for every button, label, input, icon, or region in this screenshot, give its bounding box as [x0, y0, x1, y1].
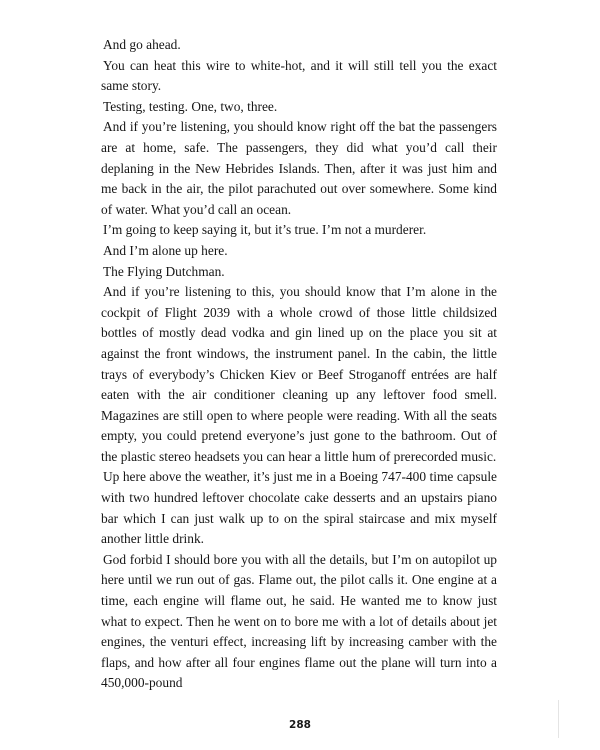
- paragraph-3: [101, 97, 497, 118]
- paragraph-4-text: And if you’re listening, you should know right off the bat the passengers are at home, safe. The passengers, they did what you’d call their deplaning in the New Hebrides Islands. Then, after it was just him and me back in the air, the pilot parachuted out over somewhere. Some kind of water. What you’d call an ocean.: [101, 119, 497, 217]
- page-edge-shadow: [558, 700, 559, 738]
- paragraph-8: [101, 282, 497, 467]
- paragraph-10: [101, 550, 497, 694]
- paragraph-6: [101, 241, 497, 262]
- paragraph-9: [101, 467, 497, 549]
- paragraph-4: [101, 117, 497, 220]
- paragraph-8-text: And if you’re listening to this, you should know that I’m alone in the cockpit of Flight 2039 with a whole crowd of those little childsized bottles of mostly dead vodka and gin lined up on the place you sit at against the front windows, the instrument panel. In the cabin, the little trays of everybody’s Chicken Kiev or Beef Stroganoff entrées are half eaten with the air conditioner cleaning up any leftover food smell. Magazines are still open to where people were reading. With all the seats empty, you could pretend everyone’s just gone to the bathroom. Out of the plastic stereo headsets you can hear a little hum of prerecorded music.: [101, 284, 497, 464]
- paragraph-1: [101, 35, 497, 56]
- paragraph-9-text: Up here above the weather, it’s just me in a Boeing 747-400 time capsule with two hundred leftover chocolate cake desserts and an upstairs piano bar which I can just walk up to on the spiral staircase and mix myself another little drink.: [101, 469, 497, 547]
- paragraph-2-text: You can heat this wire to white-hot, and it will still tell you the exact same story.: [101, 57, 497, 94]
- paragraph-7-text: The Flying Dutchman.: [103, 263, 225, 279]
- paragraph-5-text: I’m going to keep saying it, but it’s true. I’m not a murderer.: [103, 222, 427, 238]
- paragraph-2: [101, 56, 497, 97]
- paragraph-10-text: God forbid I should bore you with all the details, but I’m on autopilot up here until we run out of gas. Flame out, the pilot calls it. One engine at a time, each engine will flame out, he said. He wanted me to know just what to expect. Then he went on to bore me with a lot of details about jet engines, the venturi effect, increasing lift by increasing camber with the flaps, and how after all four engines flame out the plane will turn into a 450,000-pound: [101, 551, 497, 691]
- paragraph-6-text: And I’m alone up here.: [103, 242, 228, 258]
- paragraph-3-text: Testing, testing. One, two, three.: [103, 98, 278, 114]
- paragraph-7: [101, 262, 497, 283]
- body-text: [101, 35, 497, 694]
- paragraph-5: [101, 220, 497, 241]
- paragraph-1-text: And go ahead.: [103, 37, 181, 52]
- page-number: 288: [289, 719, 311, 731]
